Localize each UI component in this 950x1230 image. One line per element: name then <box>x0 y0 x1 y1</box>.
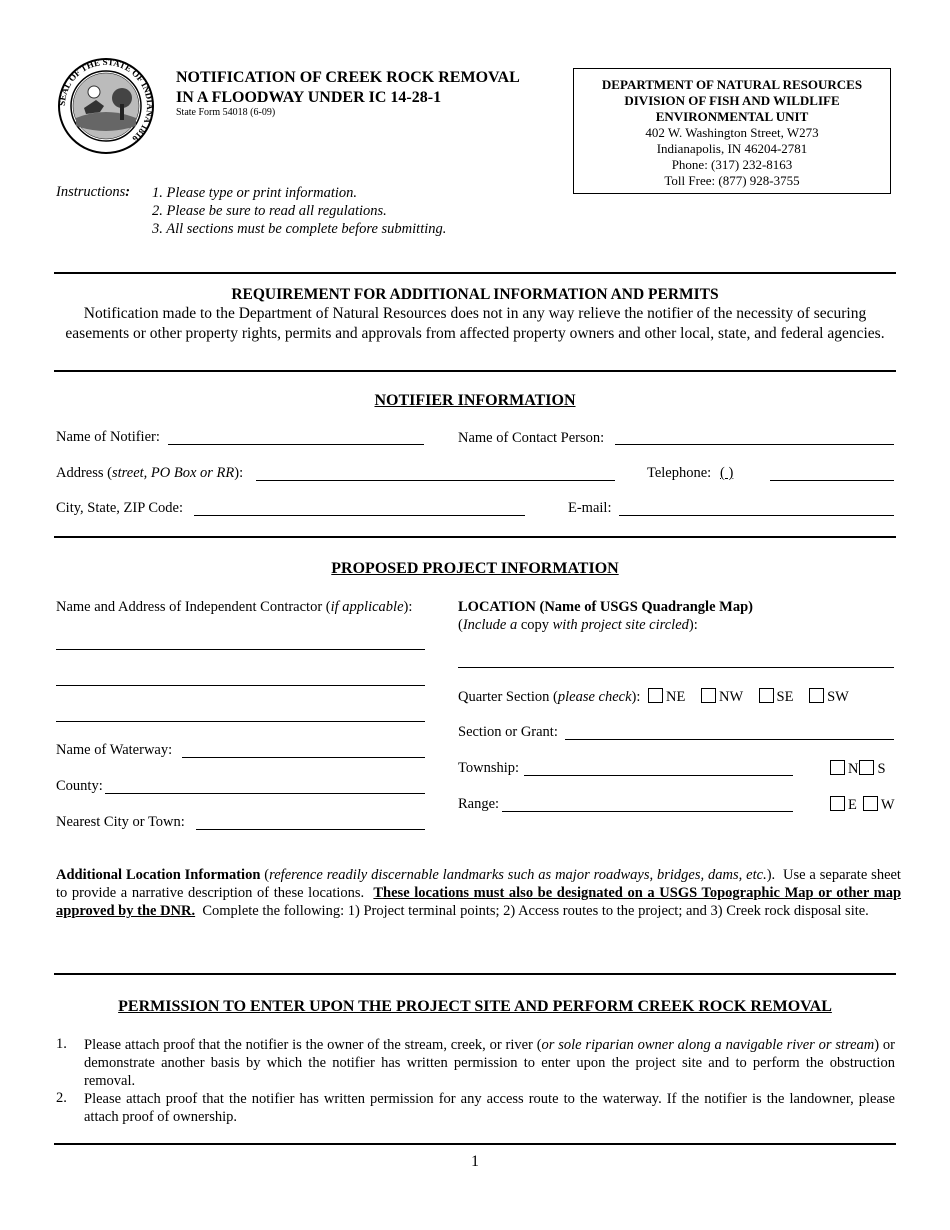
checkbox-sw[interactable] <box>809 688 824 703</box>
option-n: N <box>848 761 859 777</box>
checkbox-n[interactable] <box>830 760 845 775</box>
seal-text: SEAL OF THE STATE OF INDIANA 1816 <box>56 56 156 144</box>
agency-box <box>573 68 891 194</box>
notifier-name-label: Name of Notifier: <box>56 429 160 445</box>
agency-street: 402 W. Washington Street, W273 <box>645 125 819 140</box>
form-title-line1: NOTIFICATION OF CREEK ROCK REMOVAL <box>176 69 520 86</box>
nearest-city-field[interactable] <box>196 829 425 830</box>
location-sublabel: (Include a copy with project site circled): <box>458 617 698 633</box>
checkbox-ne[interactable] <box>648 688 663 703</box>
county-field[interactable] <box>105 793 425 794</box>
form-title-line2: IN A FLOODWAY UNDER IC 14-28-1 <box>176 89 442 106</box>
contact-person-label: Name of Contact Person: <box>458 430 605 446</box>
range-label: Range: <box>458 796 500 812</box>
contractor-field-line1[interactable] <box>56 649 425 650</box>
option-se: SE <box>776 689 794 705</box>
divider <box>54 272 896 274</box>
permission-item-1: Please attach proof that the notifier is the owner of the stream, creek, or river (or sole riparian owner along a navigable river or stream) or demonstrate another basis by which the notifier has written permission to enter upon the project site and to perform the obstruction removal. <box>84 1037 895 1089</box>
agency-name: DEPARTMENT OF NATURAL RESOURCES <box>601 77 863 92</box>
agency-city: Indianapolis, IN 46204-2781 <box>656 141 808 156</box>
requirement-text: Notification made to the Department of Natural Resources does not in any way relieve the notifier of the necessity of securing easements or other property rights, permits and approvals from affected property owners and other local, state, and federal agencies. <box>65 305 885 342</box>
contractor-field-line2[interactable] <box>56 685 425 686</box>
range-options <box>826 796 895 814</box>
township-label: Township: <box>458 760 520 776</box>
contractor-field-line3[interactable] <box>56 721 425 722</box>
telephone-field[interactable] <box>770 480 894 481</box>
township-options <box>826 760 886 778</box>
telephone-label: Telephone: <box>647 465 712 481</box>
agency-tollfree: Toll Free: (877) 928-3755 <box>664 173 800 188</box>
checkbox-w[interactable] <box>863 796 878 811</box>
divider <box>54 973 896 975</box>
agency-phone: Phone: (317) 232-8163 <box>671 157 793 172</box>
additional-location-info: Additional Location Information (reference readily discernable landmarks such as major roadways, bridges, dams, etc.). Use a separate sheet to provide a narrative description of these locations. These locations must also be designated on a USGS Topographic Map or other map approved by the DNR. Complete the following: 1) Project terminal points; 2) Access routes to the project; and 3) Creek rock disposal site. <box>56 867 902 919</box>
quadrangle-map-field[interactable] <box>458 667 894 668</box>
instructions-label: Instructions: <box>56 184 131 200</box>
option-s: S <box>877 761 886 777</box>
option-e: E <box>848 797 857 813</box>
checkbox-e[interactable] <box>830 796 845 811</box>
email-field[interactable] <box>619 515 894 516</box>
option-w: W <box>880 797 895 813</box>
township-field[interactable] <box>524 775 793 776</box>
permission-item-1-number: 1. <box>56 1036 67 1052</box>
instruction-item: 3. All sections must be complete before submitting. <box>152 221 447 237</box>
state-seal <box>56 56 156 156</box>
page-number: 1 <box>471 1153 479 1170</box>
contractor-label: Name and Address of Independent Contractor (if applicable): <box>56 599 413 615</box>
option-ne: NE <box>666 689 686 705</box>
permission-heading: PERMISSION TO ENTER UPON THE PROJECT SITE AND PERFORM CREEK ROCK REMOVAL <box>118 998 832 1015</box>
address-label: Address (street, PO Box or RR): <box>56 465 244 481</box>
contact-person-field[interactable] <box>615 444 894 445</box>
notifier-name-field[interactable] <box>168 444 424 445</box>
email-label: E-mail: <box>568 500 612 516</box>
divider <box>54 370 896 372</box>
instruction-item: 2. Please be sure to read all regulations. <box>152 203 387 219</box>
divider <box>54 536 896 538</box>
quarter-section-group: Quarter Section (please check): NE NW SE SW <box>458 689 849 705</box>
waterway-field[interactable] <box>182 757 425 758</box>
location-label: LOCATION (Name of USGS Quadrangle Map) <box>458 599 753 615</box>
option-sw: SW <box>827 689 849 705</box>
option-nw: NW <box>718 689 743 705</box>
permission-item-2-number: 2. <box>56 1090 67 1106</box>
project-heading: PROPOSED PROJECT INFORMATION <box>331 560 619 577</box>
waterway-label: Name of Waterway: <box>56 742 173 758</box>
checkbox-se[interactable] <box>759 688 774 703</box>
svg-text:SEAL OF THE STATE OF INDIANA 1 <box>57 57 155 144</box>
requirement-heading: REQUIREMENT FOR ADDITIONAL INFORMATION AND PERMITS <box>231 286 719 303</box>
form-number: State Form 54018 (6-09) <box>176 107 276 118</box>
permission-item-2: Please attach proof that the notifier has written permission for any access route to the waterway. If the notifier is the landowner, please attach proof of ownership. <box>84 1091 895 1125</box>
range-field[interactable] <box>502 811 793 812</box>
notifier-heading: NOTIFIER INFORMATION <box>374 392 576 409</box>
divider <box>54 1143 896 1145</box>
address-field[interactable] <box>256 480 615 481</box>
checkbox-nw[interactable] <box>701 688 716 703</box>
city-state-zip-field[interactable] <box>194 515 525 516</box>
agency-unit: ENVIRONMENTAL UNIT <box>655 109 809 124</box>
telephone-area-code[interactable]: ( ) <box>720 465 734 481</box>
county-label: County: <box>56 778 103 794</box>
nearest-city-label: Nearest City or Town: <box>56 814 185 830</box>
section-grant-field[interactable] <box>565 739 894 740</box>
agency-division: DIVISION OF FISH AND WILDLIFE <box>624 93 840 108</box>
instructions-list <box>152 184 446 238</box>
instruction-item: 1. Please type or print information. <box>152 185 357 201</box>
checkbox-s[interactable] <box>859 760 874 775</box>
section-grant-label: Section or Grant: <box>458 724 558 740</box>
city-state-zip-label: City, State, ZIP Code: <box>56 500 184 516</box>
